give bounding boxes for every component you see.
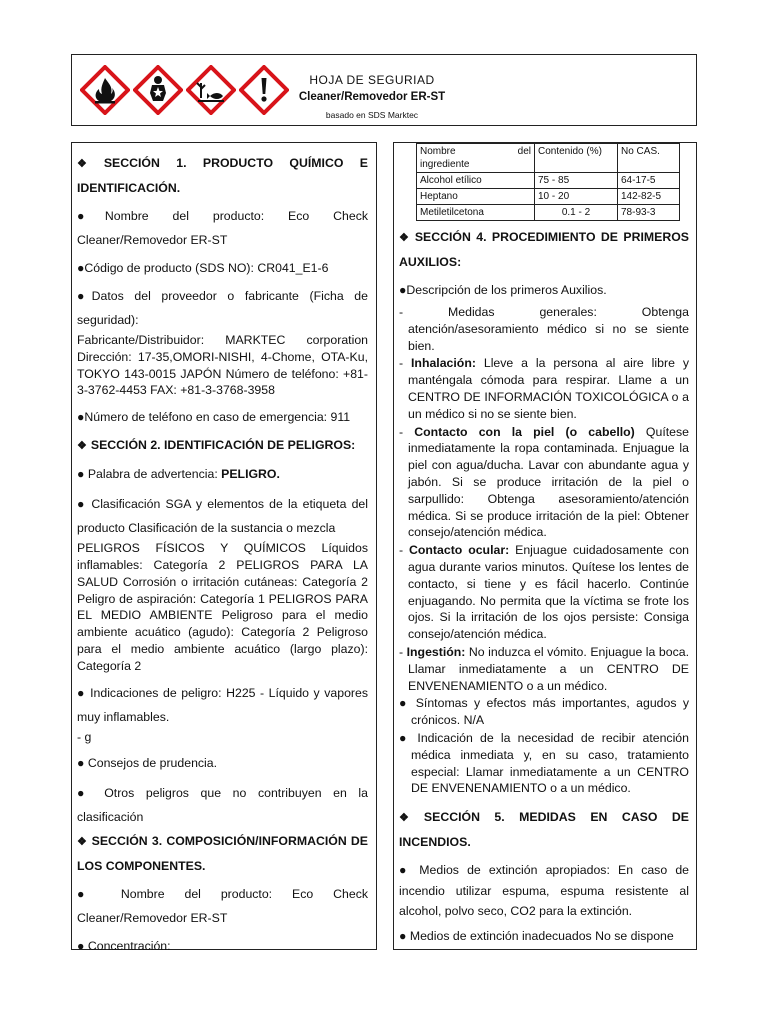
supplier-heading: ●Datos del proveedor o fabricante (Ficha de seguridad): [77,289,368,327]
left-column [71,142,377,953]
product-name: ●Nombre del producto: Eco Check Cleaner/Removedor ER-ST [77,209,368,247]
table-row [417,205,680,221]
table-cell: Metiletilcetona [417,205,535,221]
inappropriate-extinguishing: ● Medios de extinción inadecuados No se dispone [399,928,674,943]
table-cell: Alcohol etílico [417,173,535,189]
signal-word: ● Palabra de advertencia: PELIGRO. [77,467,280,482]
table-cell: 78-93-3 [618,205,680,221]
diamond-bullet-icon: ❖ [77,835,88,848]
inhalation: - Inhalación: Lleve a la persona al aire libre y manténgala cómoda para respirar. Llame a un CENTRO DE INFORMACIÓN TOXICOLÓGICA o a un médico si no se siente bien. [399,356,689,421]
skin-contact: - Contacto con la piel (o cabello) Quítese inmediatamente la ropa contaminada. Enjuague la piel con agua/ducha. Lavar con abundante agua y jabón. Si se produce irritación de la piel o sarpullido: Obtenga asesoramiento/atención médica. Si se produce irritación de la piel: Obtener consejo/atención médica. [399,424,689,540]
section-5-title: ❖ SECCIÓN 5. MEDIDAS EN CASO DE INCENDIOS. [399,810,689,850]
table-cell: Heptano [417,189,535,205]
diamond-bullet-icon: ❖ [399,232,411,244]
other-hazards: ● Otros peligros que no contribuyen en la clasificación [77,785,368,824]
document-header [71,54,697,126]
header-cas: No CAS. [618,144,680,173]
table-row [417,189,680,205]
composition-product-name: ● Nombre del producto: Eco Check Cleaner/Removedor ER-ST [77,886,368,925]
general-measures: - Medidas generales: Obtenga atención/asesoramiento médico si no se siente bien. [399,305,689,353]
header-content: Contenido (%) [535,144,618,173]
document-title: HOJA DE SEGURIAD [309,73,435,87]
diamond-bullet-icon: ❖ [399,812,420,825]
table-row [417,173,680,189]
table-cell: 142-82-5 [618,189,680,205]
hazard-g-line: - g [77,729,92,744]
table-cell: 64-17-5 [618,173,680,189]
diamond-bullet-icon: ❖ [77,158,100,170]
emergency-phone: ●Número de teléfono en caso de emergencia: 911 [77,410,351,425]
ingredients-table [416,143,680,221]
health-hazard-icon [133,65,183,115]
environment-icon [186,65,236,115]
table-cell: 10 - 20 [535,189,618,205]
hazard-statements: ● Indicaciones de peligro: H225 - Líquido y vapores muy inflamables. [77,685,368,724]
sga-details: PELIGROS FÍSICOS Y QUÍMICOS Líquidos inflamables: Categoría 2 PELIGROS PARA LA SALUD Corrosión o irritación cutáneas: Categoría 2 Peligro de aspiración: Categoría 1 PELIGROS PARA EL MEDIO AMBIENTE Peligroso para el medio ambiente acuático (agudo): Categoría 2 Peligroso para el medio ambiente acuático (largo plazo): Categoría 2 [77,541,368,673]
section-1-title: ❖ SECCIÓN 1. PRODUCTO QUÍMICO E IDENTIFICACIÓN. [77,156,368,195]
section-2-title: ❖ SECCIÓN 2. IDENTIFICACIÓN DE PELIGROS: [77,438,356,453]
eye-contact: - Contacto ocular: Enjuague cuidadosamente con agua durante varios minutos. Quítese los lentes de contacto, si tiene y es fácil hacerlo. Continúe enjuagando. No permita que la víctima se frote los ojos. Si la irritación de los ojos persiste: Consiga consejo/atención médica. [399,543,689,642]
product-subtitle: Cleaner/Removedor ER-ST [298,91,446,103]
ghs-pictograms [80,65,290,117]
flame-icon [80,65,130,115]
header-ingredient: Nombre del ingrediente [417,144,535,173]
supplier-info [77,284,368,399]
symptoms: ● Síntomas y efectos más importantes, agudos y crónicos. N/A [399,696,689,728]
appropriate-extinguishing: ● Medios de extinción apropiados: En caso de incendio utilizar espuma, espuma resistente al alcohol, polvo seco, CO2 para la extinción. [399,863,689,919]
product-code: ●Código de producto (SDS NO): CR041_E1-6 [77,261,329,275]
diamond-bullet-icon: ❖ [77,440,87,453]
sga-classification [77,492,368,674]
section-4-title: ❖ SECCIÓN 4. PROCEDIMIENTO DE PRIMEROS AUXILIOS: [399,230,689,269]
concentration: ● Concentración: [77,938,171,953]
sga-heading: ● Clasificación SGA y elementos de la etiqueta del producto Clasificación de la sustancia o mezcla [77,497,368,536]
right-column [393,142,697,950]
supplier-details: Fabricante/Distribuidor: MARKTEC corporation Dirección: 17-35,OMORI-NISHI, 4-Chome, OTA-Ku, TOKYO 143-0015 JAPÓN Número de teléfono: +81-3-3762-4453 FAX: +81-3-3768-3958 [77,333,368,398]
first-aid-description: ●Descripción de los primeros Auxilios. [399,283,607,297]
medical-indication: ● Indicación de la necesidad de recibir atención médica inmediata y, en su caso, tratamiento especial: Llamar inmediatamente a un CENTRO DE ENVENENAMIENTO o a un médico. [399,730,689,796]
source-note: basado en SDS Marktec [325,110,419,120]
precautionary-advice: ● Consejos de prudencia. [77,755,218,770]
table-header-row [417,144,680,173]
section-3-title: ❖ SECCIÓN 3. COMPOSICIÓN/INFORMACIÓN DE LOS COMPONENTES. [77,833,368,873]
ingestion: - Ingestión: No induzca el vómito. Enjuague la boca. Llamar inmediatamente a un CENTRO DE ENVENENAMIENTO o a un médico. [399,644,689,693]
table-cell: 0.1 - 2 [535,205,618,221]
table-cell: 75 - 85 [535,173,618,189]
